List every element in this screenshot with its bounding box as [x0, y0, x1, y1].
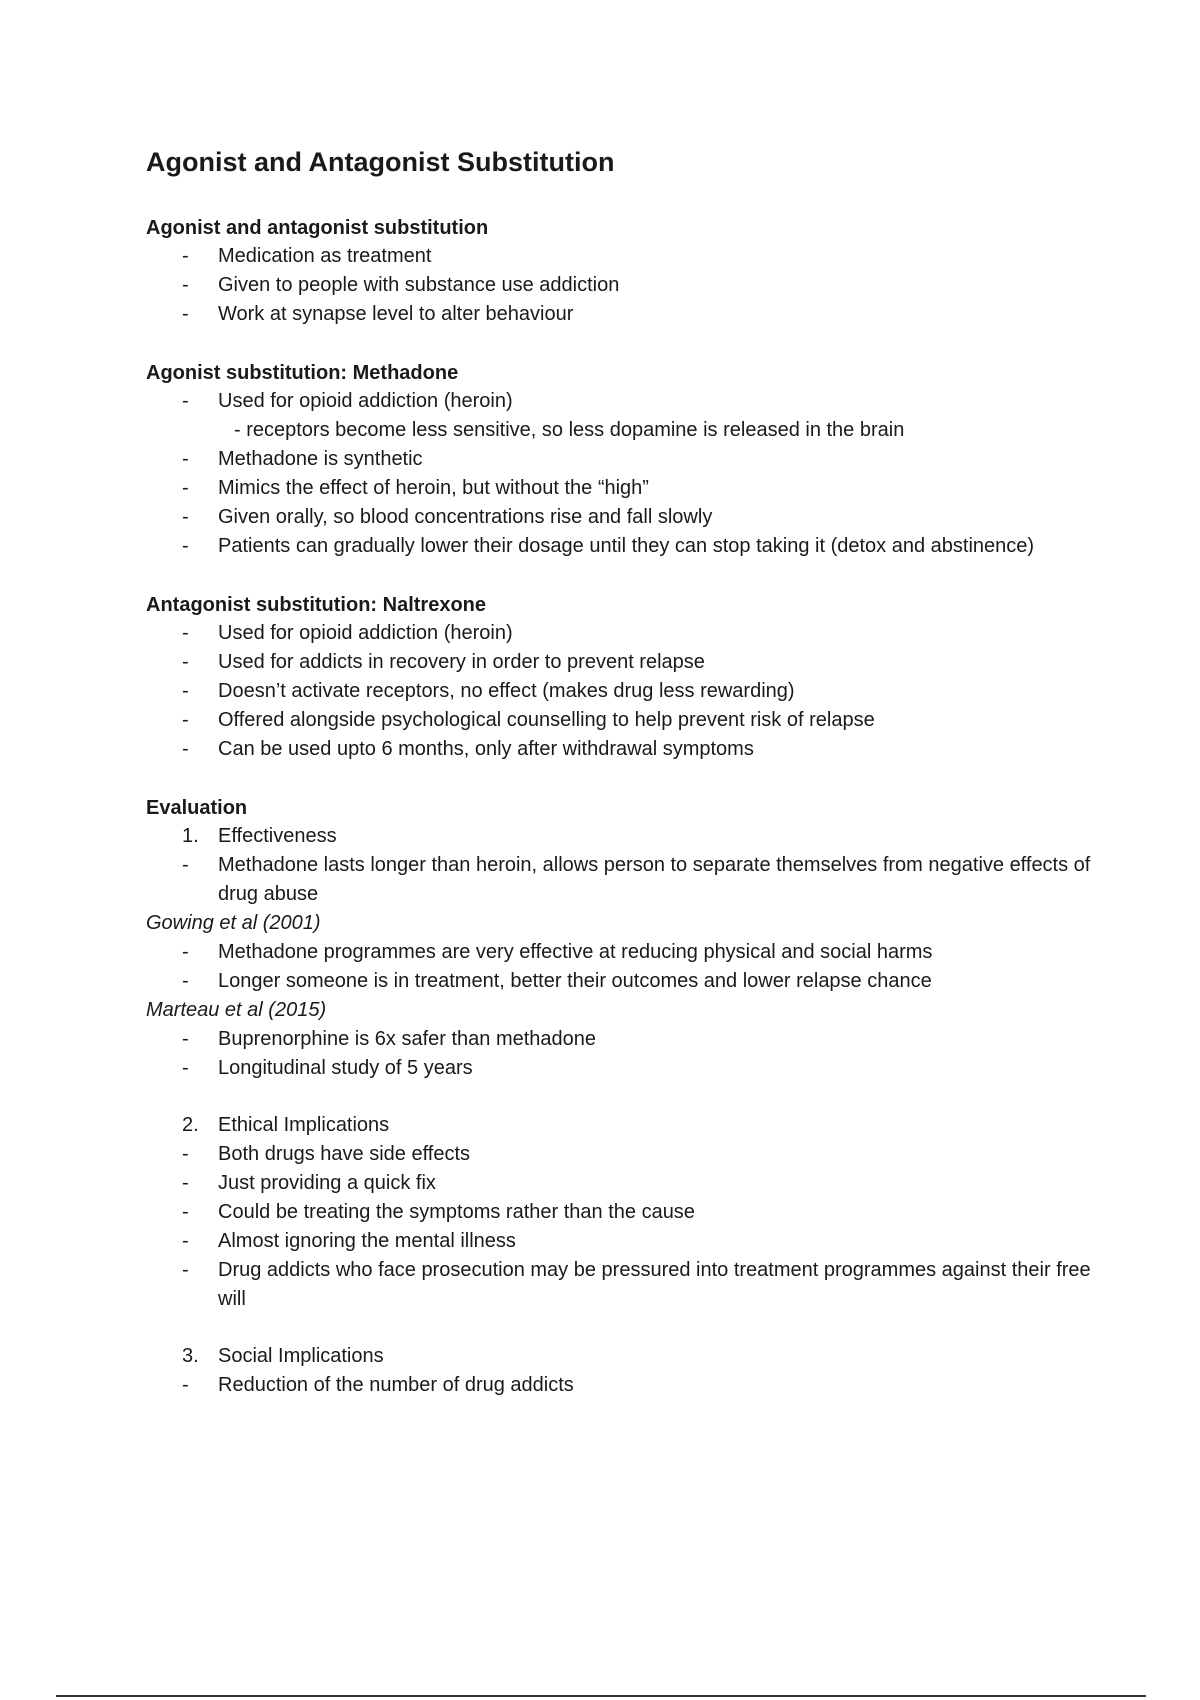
dash-marker: - — [182, 651, 189, 673]
section-heading: Agonist substitution: Methadone — [146, 362, 459, 384]
dash-marker: - — [182, 1230, 189, 1252]
section-heading: Evaluation — [146, 797, 248, 819]
list-item: - Can be used upto 6 months, only after withdrawal symptoms — [146, 735, 1106, 764]
spacer — [146, 1083, 1106, 1111]
dash-marker: - — [182, 274, 189, 296]
number-marker: 2. — [182, 1114, 199, 1136]
dash-marker: - — [182, 709, 189, 731]
list-item: - Methadone lasts longer than heroin, allows person to separate themselves from negative effects of drug abuse — [146, 851, 1106, 909]
dash-marker: - — [182, 1374, 189, 1396]
dash-marker: - — [182, 303, 189, 325]
numbered-point: 2. Ethical Implications — [146, 1111, 1106, 1140]
bullet-list — [146, 242, 1106, 329]
spacer — [146, 1314, 1106, 1342]
list-item: - Medication as treatment — [146, 242, 1106, 271]
bullet-list — [146, 619, 1106, 764]
dash-marker: - — [182, 738, 189, 760]
bullet-list — [146, 445, 1106, 561]
dash-marker: - — [182, 1201, 189, 1223]
section-intro — [146, 214, 1106, 329]
dash-marker: - — [182, 245, 189, 267]
numbered-point: 1. Effectiveness — [146, 822, 1106, 851]
bullet-list — [146, 1371, 1106, 1400]
dash-marker: - — [182, 448, 189, 470]
citation: Gowing et al (2001) — [146, 912, 321, 934]
sub-note: - receptors become less sensitive, so less dopamine is released in the brain — [234, 419, 905, 441]
list-item: - Used for addicts in recovery in order to prevent relapse — [146, 648, 1106, 677]
dash-marker: - — [182, 680, 189, 702]
list-item: - Reduction of the number of drug addicts — [146, 1371, 1106, 1400]
section-heading: Antagonist substitution: Naltrexone — [146, 594, 486, 616]
dash-marker: - — [182, 535, 189, 557]
numbered-point: 3. Social Implications — [146, 1342, 1106, 1371]
list-item: - Could be treating the symptoms rather than the cause — [146, 1198, 1106, 1227]
document-page — [146, 140, 1106, 1430]
list-item: - Buprenorphine is 6x safer than methadone — [146, 1025, 1106, 1054]
list-item: - Doesn’t activate receptors, no effect (makes drug less rewarding) — [146, 677, 1106, 706]
list-item: - Just providing a quick fix — [146, 1169, 1106, 1198]
bullet-list — [146, 1025, 1106, 1083]
dash-marker: - — [182, 970, 189, 992]
section-evaluation — [146, 794, 1106, 1400]
list-item: - Work at synapse level to alter behaviour — [146, 300, 1106, 329]
dash-marker: - — [182, 1259, 189, 1281]
list-item: - Methadone programmes are very effective at reducing physical and social harms — [146, 938, 1106, 967]
list-item: - Both drugs have side effects — [146, 1140, 1106, 1169]
bullet-list — [146, 851, 1106, 909]
page-bottom-rule — [56, 1695, 1146, 1697]
dash-marker: - — [182, 1172, 189, 1194]
list-item: - Mimics the effect of heroin, but without the “high” — [146, 474, 1106, 503]
list-item: - Patients can gradually lower their dosage until they can stop taking it (detox and abstinence) — [146, 532, 1106, 561]
citation: Marteau et al (2015) — [146, 999, 327, 1021]
list-item: - Drug addicts who face prosecution may be pressured into treatment programmes against their free will — [146, 1256, 1106, 1314]
dash-marker: - — [182, 477, 189, 499]
section-heading: Agonist and antagonist substitution — [146, 217, 489, 239]
list-item: - Given orally, so blood concentrations rise and fall slowly — [146, 503, 1106, 532]
section-agonist — [146, 359, 1106, 561]
number-marker: 3. — [182, 1345, 199, 1367]
list-item: - Used for opioid addiction (heroin) — [146, 619, 1106, 648]
dash-marker: - — [182, 1143, 189, 1165]
list-item: - Longer someone is in treatment, better their outcomes and lower relapse chance — [146, 967, 1106, 996]
bullet-list — [146, 938, 1106, 996]
dash-marker: - — [182, 941, 189, 963]
section-antagonist — [146, 591, 1106, 764]
list-item: - Given to people with substance use addiction — [146, 271, 1106, 300]
list-item: - Used for opioid addiction (heroin) — [146, 387, 1106, 416]
dash-marker: - — [182, 854, 189, 876]
list-item: - Longitudinal study of 5 years — [146, 1054, 1106, 1083]
bullet-list — [146, 387, 1106, 416]
number-marker: 1. — [182, 825, 199, 847]
dash-marker: - — [182, 622, 189, 644]
list-item: - Methadone is synthetic — [146, 445, 1106, 474]
dash-marker: - — [182, 1028, 189, 1050]
page-title: Agonist and Antagonist Substitution — [146, 147, 615, 177]
dash-marker: - — [182, 390, 189, 412]
list-item: - Offered alongside psychological counselling to help prevent risk of relapse — [146, 706, 1106, 735]
dash-marker: - — [182, 506, 189, 528]
dash-marker: - — [182, 1057, 189, 1079]
list-item: - Almost ignoring the mental illness — [146, 1227, 1106, 1256]
bullet-list — [146, 1140, 1106, 1314]
